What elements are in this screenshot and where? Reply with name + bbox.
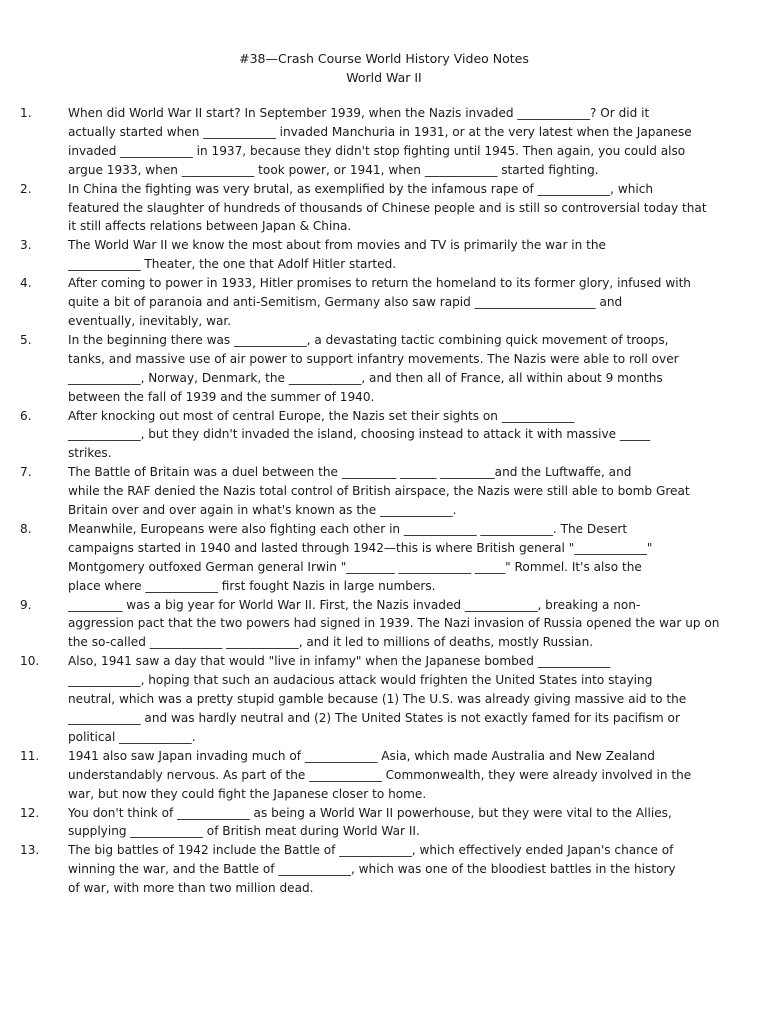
question-line: political ____________. [68,729,196,744]
question-line: between the fall of 1939 and the summer of 1940. [68,389,375,404]
question-item [20,180,728,237]
question-line: ____________ and was hardly neutral and (2) The United States is not exactly famed for its pacifism or [68,711,680,725]
question-line: Britain over and over again in what's known as the ____________. [68,503,457,518]
question-item [20,747,728,804]
question-line: You don't think of ____________ as being a World War II powerhouse, but they were vital to the Allies, [68,805,672,820]
question-text [68,747,728,804]
question-line: war, but now they could fight the Japanese closer to home. [68,786,427,801]
question-text [68,804,728,842]
question-line: the so-called ____________ ____________, and it led to millions of deaths, mostly Russian. [68,635,594,650]
question-line: understandably nervous. As part of the ____________ Commonwealth, they were already involved in the [68,767,692,782]
question-line: place where ____________ first fought Nazis in large numbers. [68,578,436,593]
question-item [20,274,728,331]
question-line: it still affects relations between Japan & China. [68,219,352,234]
question-line: neutral, which was a pretty stupid gamble because (1) The U.S. was already giving massive aid to the [68,692,687,707]
question-line: tanks, and massive use of air power to support infantry movements. The Nazis were able to roll over [68,351,679,366]
question-line: ____________ Theater, the one that Adolf Hitler started. [68,257,397,272]
question-line: After coming to power in 1933, Hitler promises to return the homeland to its former glory, infused with [68,276,691,291]
question-item [20,596,728,653]
question-number: 12. [20,805,40,820]
question-line: In China the fighting was very brutal, as exemplified by the infamous rape of ____________, which [68,181,654,196]
question-item [20,331,728,407]
question-line: ____________, hoping that such an audacious attack would frighten the United States into staying [68,673,653,688]
question-item [20,652,728,747]
question-item [20,841,728,898]
question-item [20,104,728,180]
question-line: The Battle of Britain was a duel between the _________ ______ _________and the Luftwaffe, and [68,465,632,480]
question-number: 2. [20,181,32,196]
question-item [20,804,728,842]
question-text [68,236,728,274]
question-line: Meanwhile, Europeans were also fighting each other in ____________ ____________. The Desert [68,521,628,536]
question-line: ____________, Norway, Denmark, the ____________, and then all of France, all within about 9 months [68,370,663,385]
question-line: of war, with more than two million dead. [68,881,314,896]
question-line: campaigns started in 1940 and lasted through 1942—this is where British general "____________" [68,540,653,555]
question-line: while the RAF denied the Nazis total control of British airspace, the Nazis were still able to bomb Great [68,484,690,499]
document-subtitle: World War II [346,70,422,85]
question-number: 13. [20,843,40,858]
question-line: strikes. [68,446,112,461]
question-line: supplying ____________ of British meat during World War II. [68,824,420,839]
question-text [68,520,728,596]
question-line: When did World War II start? In September 1939, when the Nazis invaded ____________? Or did it [68,106,650,120]
question-number: 3. [20,238,32,253]
question-line: 1941 also saw Japan invading much of ____________ Asia, which made Australia and New Zealand [68,748,655,763]
question-line: Also, 1941 saw a day that would "live in infamy" when the Japanese bombed ____________ [68,654,611,669]
question-line: The World War II we know the most about from movies and TV is primarily the war in the [68,238,606,253]
question-item [20,520,728,596]
question-list [20,104,728,898]
question-number: 7. [20,465,32,480]
question-line: argue 1933, when ____________ took power, or 1941, when ____________ started fighting. [68,162,599,177]
question-line: quite a bit of paranoia and anti-Semitism, Germany also saw rapid ____________________ and [68,295,623,310]
question-number: 8. [20,521,32,536]
question-text [68,596,728,653]
question-line: eventually, inevitably, war. [68,313,232,328]
question-number: 9. [20,597,32,612]
question-line: aggression pact that the two powers had signed in 1939. The Nazi invasion of Russia opened the war up on [68,616,720,631]
question-line: winning the war, and the Battle of ____________, which was one of the bloodiest battles in the history [68,862,676,877]
question-text [68,104,728,180]
question-text [68,407,728,464]
question-item [20,236,728,274]
question-number: 4. [20,276,32,291]
question-number: 11. [20,748,40,763]
question-text [68,463,728,520]
question-number: 5. [20,332,32,347]
question-text [68,180,728,237]
question-line: The big battles of 1942 include the Battle of ____________, which effectively ended Japan's chance of [68,843,674,858]
question-line: _________ was a big year for World War II. First, the Nazis invaded ____________, breaking a non- [68,597,641,612]
question-line: Montgomery outfoxed German general Irwin "________ ____________ _____" Rommel. It's also the [68,559,642,574]
question-text [68,841,728,898]
question-line: In the beginning there was ____________, a devastating tactic combining quick movement of troops, [68,332,669,347]
question-number: 10. [20,654,40,669]
question-number: 1. [20,106,32,120]
question-item [20,407,728,464]
question-text [68,652,728,747]
worksheet-header [0,49,768,87]
question-line: featured the slaughter of hundreds of thousands of Chinese people and is still so controversial today that [68,200,707,215]
question-line: ____________, but they didn't invaded the island, choosing instead to attack it with massive _____ [68,427,651,442]
question-number: 6. [20,408,32,423]
question-item [20,463,728,520]
question-line: invaded ____________ in 1937, because they didn't stop fighting until 1945. Then again, you could also [68,143,686,158]
question-line: After knocking out most of central Europe, the Nazis set their sights on ____________ [68,408,575,423]
question-text [68,331,728,407]
document-title: #38—Crash Course World History Video Notes [239,51,529,66]
question-line: actually started when ____________ invaded Manchuria in 1931, or at the very latest when the Japanese [68,124,692,139]
question-text [68,274,728,331]
